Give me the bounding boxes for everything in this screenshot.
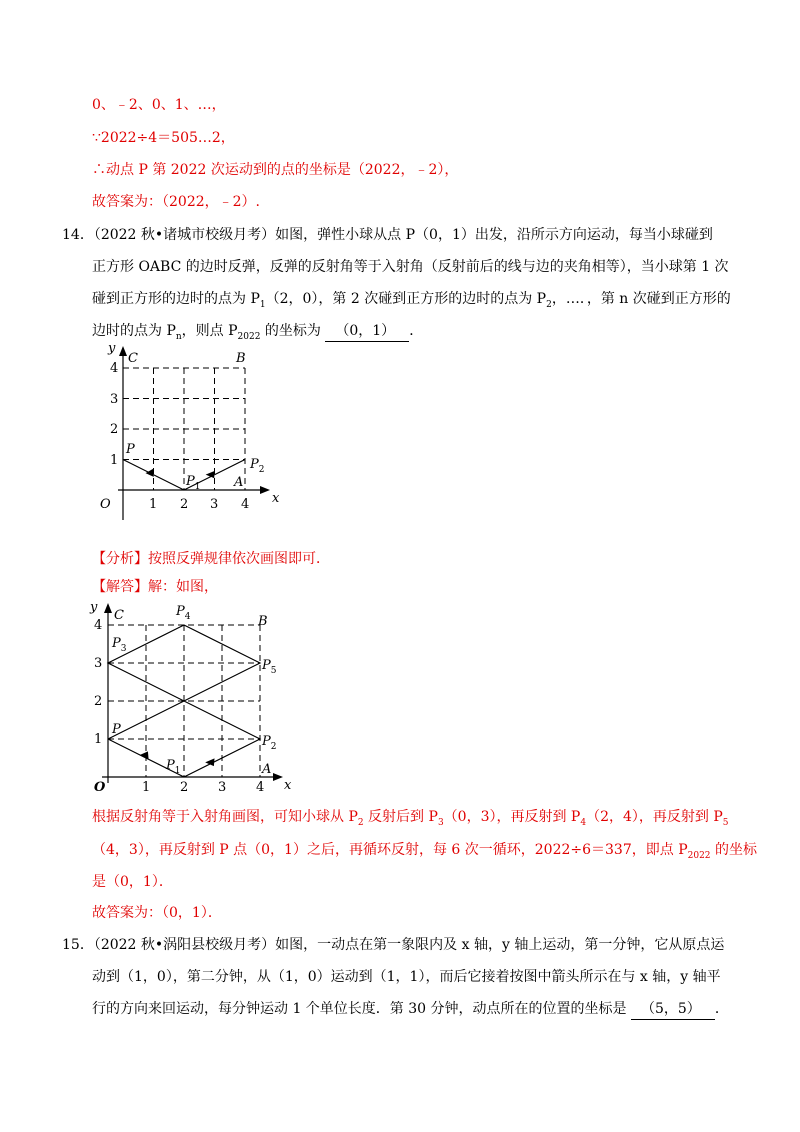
expl-sub-5: 5	[722, 817, 729, 828]
fig1-y-label: y	[108, 341, 116, 356]
q14-sub-2: 2	[546, 299, 552, 310]
fig1-x-tick-4: 4	[241, 497, 250, 512]
fig2-point-b: B	[258, 614, 268, 629]
fig2-origin-label: O	[94, 780, 106, 795]
expl-line-1	[92, 807, 729, 827]
q14-line-4-c: ，则点 P	[181, 323, 238, 339]
fig2-y-tick-2: 2	[94, 694, 103, 709]
fig1-y-tick-3: 3	[110, 392, 119, 407]
expl-1e: （0，3），再反射到 P	[443, 809, 581, 825]
prev-line-2: ∵2022÷4＝505…2，	[92, 130, 235, 146]
expl-line-3: 是（0，1）．	[92, 874, 173, 890]
fig1-point-p1: $P_1$	[186, 474, 201, 492]
q14-line-2: 正方形 OABC 的边时反弹，反弹的反射角等于入射角（反射前后的线与边的夹角相等），当小球第 1 次	[92, 259, 729, 275]
fig2-path-arrow-2-icon	[205, 757, 218, 769]
expl-sub-2: 2	[357, 817, 364, 828]
fig2-y-tick-3: 3	[94, 656, 103, 671]
fig2-x-label: x	[284, 778, 292, 793]
q14-line-4-e: 的坐标为	[260, 323, 326, 339]
fig1-x-tick-2: 2	[180, 497, 189, 512]
q15-answer-blank: （5，5）	[631, 999, 715, 1020]
fig2-point-c: C	[114, 608, 124, 623]
analysis-text: 按照反弹规律依次画图即可．	[148, 551, 330, 567]
q14-line-3-c: （2，0），第 2 次碰到正方形的边时的点为 P	[265, 291, 547, 307]
expl-1a: 根据反射角等于入射角画图，可知小球从 P	[92, 809, 358, 825]
q14-analysis	[92, 549, 330, 569]
fig2-point-p1: $P_1$	[166, 758, 181, 776]
fig2-point-p5: $P_5$	[262, 658, 277, 676]
fig2-y-tick-1: 1	[94, 732, 103, 747]
prev-line-3: ∴动点 P 第 2022 次运动到的点的坐标是（2022，﹣2），	[92, 162, 459, 178]
expl-sub-2022: 2022	[687, 850, 711, 861]
prev-line-1: 0、﹣2、0、1、…，	[92, 97, 226, 113]
q14-figure-1	[88, 340, 288, 525]
q15-line-3-b: ．	[714, 1001, 729, 1017]
q14-answer-blank: （0，1）	[325, 321, 409, 342]
fig1-y-tick-2: 2	[110, 422, 119, 437]
fig2-point-a: A	[262, 762, 272, 777]
fig2-x-tick-2: 2	[180, 780, 189, 795]
fig1-path	[123, 460, 245, 491]
fig2-point-p: P	[112, 722, 121, 737]
fig1-y-tick-1: 1	[110, 453, 119, 468]
q15-number: 15．	[62, 937, 94, 953]
expl-1c: 反射后到 P	[363, 809, 438, 825]
q15-line-2: 动到（1，0），第二分钟，从（1，0）运动到（1，1），而后它接着按图中箭头所示在与 x 轴，y 轴平	[92, 969, 721, 985]
solution-tag: 【解答】	[92, 579, 148, 595]
fig2-point-p3: $P_3$	[112, 636, 127, 654]
expl-2a: （4，3），再反射到 P 点（0，1）之后，再循环反射，每 6 次一循环，2022÷6＝337，即点 P	[92, 842, 688, 858]
q15-line-3-a: 行的方向来回运动，每分钟运动 1 个单位长度．第 30 分钟，动点所在的位置的坐标是	[92, 1001, 631, 1017]
solution-text: 解：如图，	[148, 579, 218, 595]
fig1-point-p: P	[126, 442, 135, 457]
prev-answer: 故答案为：（2022，﹣2）.	[92, 194, 260, 210]
fig2-x-tick-4: 4	[256, 780, 265, 795]
q14-line-3-e: ，…．，第 n 次碰到正方形的	[551, 291, 731, 307]
fig1-point-p2: $P_2$	[250, 457, 265, 475]
fig2-y-arrow-icon	[104, 603, 112, 613]
expl-sub-3: 3	[437, 817, 444, 828]
q15-text-line-1	[62, 935, 724, 955]
fig2-x-tick-3: 3	[218, 780, 227, 795]
q14-answer: 故答案为：（0，1）．	[92, 905, 222, 921]
fig2-y-tick-4: 4	[94, 618, 103, 633]
q14-line-3-a: 碰到正方形的边时的点为 P	[92, 291, 260, 307]
fig2-x-tick-1: 1	[142, 780, 151, 795]
fig1-origin-label: O	[100, 497, 111, 512]
expl-sub-4: 4	[580, 817, 587, 828]
q14-sub-n: n	[175, 331, 182, 342]
q14-line-1: （2022 秋•诸城市校级月考）如图，弹性小球从点 P（0，1）出发，沿所示方向运动，每当小球碰到	[93, 227, 713, 243]
q14-line-4	[92, 321, 423, 342]
q14-sub-1: 1	[259, 299, 266, 310]
fig1-y-tick-4: 4	[110, 361, 119, 376]
fig1-x-tick-1: 1	[149, 497, 158, 512]
q14-sub-2022: 2022	[237, 331, 261, 342]
fig2-y-label: y	[90, 600, 98, 615]
fig1-path-arrow-2-icon	[206, 469, 218, 481]
expl-2c: 的坐标	[710, 842, 757, 858]
fig1-grid	[123, 368, 245, 490]
expl-line-2	[92, 840, 757, 860]
fig1-point-b: B	[236, 351, 246, 366]
expl-1g: （2，4），再反射到 P	[586, 809, 723, 825]
q14-line-4-f: ．	[409, 323, 424, 339]
fig1-y-arrow-icon	[119, 346, 127, 356]
q14-number: 14．	[62, 227, 94, 243]
q14-solution	[92, 577, 218, 597]
q15-line-1: （2022 秋•涡阳县校级月考）如图，一动点在第一象限内及 x 轴，y 轴上运动，第一分钟，它从原点运	[93, 937, 725, 953]
q14-text-line-1	[62, 225, 713, 245]
fig1-x-arrow-icon	[260, 486, 270, 494]
q14-line-3	[92, 289, 731, 309]
q15-line-3	[92, 999, 729, 1020]
fig1-point-a: A	[234, 475, 244, 490]
q14-line-4-a: 边时的点为 P	[92, 323, 176, 339]
fig1-x-label: x	[272, 491, 280, 506]
q14-figure-2	[80, 595, 295, 795]
analysis-tag: 【分析】	[92, 551, 148, 567]
fig1-point-c: C	[128, 351, 138, 366]
fig2-point-p2: $P_2$	[262, 734, 277, 752]
fig2-x-arrow-icon	[273, 773, 283, 781]
fig2-point-p4: $P_4$	[176, 604, 191, 622]
fig1-x-tick-3: 3	[210, 497, 219, 512]
